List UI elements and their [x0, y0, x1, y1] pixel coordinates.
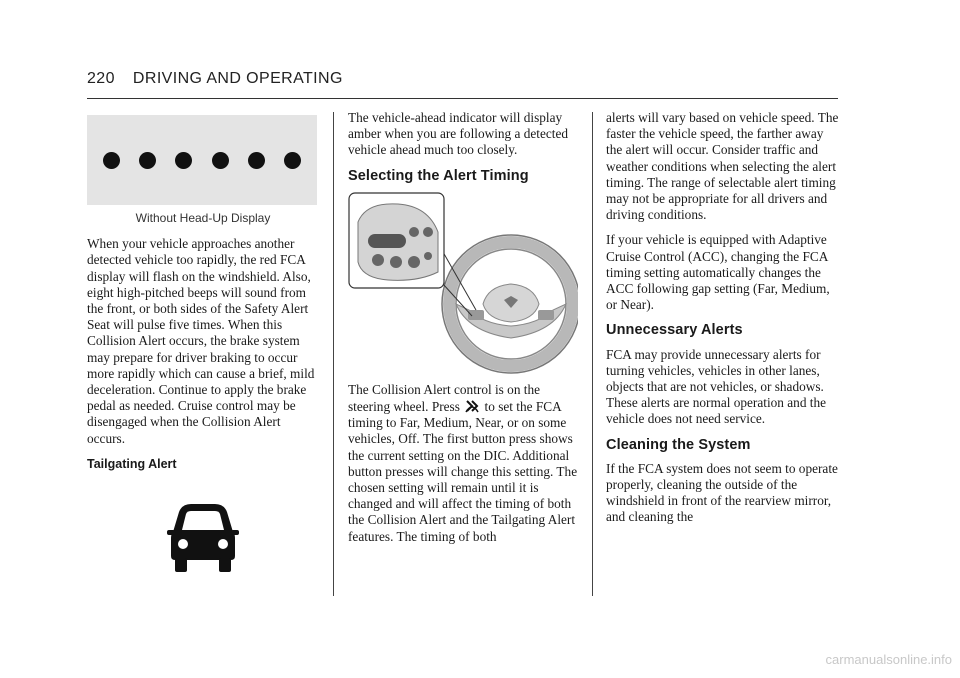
alert-dot-icon: [139, 152, 156, 169]
column-3: [606, 110, 840, 535]
page-header: [87, 70, 838, 88]
page-number: 220: [87, 70, 115, 87]
figure-caption: Without Head-Up Display: [135, 211, 271, 225]
paragraph: The Collision Alert control is on the steering wheel. Press to set the FCA timing to Far, Medium, Near, or on some vehicles, Off. The first button press shows the current setting on the DIC. Additional button presses will change this setting. The chosen setting will remain until it is changed and will affect the timing of both the Collision Alert and the Tailgating Alert features. The timing of both: [348, 381, 578, 544]
paragraph: If the FCA system does not seem to operate properly, cleaning the outside of the windshield in front of the rearview mirror, and cleaning the: [606, 460, 838, 525]
paragraph: alerts will vary based on vehicle speed. The faster the vehicle speed, the farther away the alert will occur. Consider traffic and weather conditions when selecting the alert timing. The range of selectable alert timing may not be appropriate for all drivers and driving conditions.: [606, 110, 839, 223]
paragraph: FCA may provide unnecessary alerts for turning vehicles, vehicles in other lanes, objects that are not vehicles, or shadows. These alerts are normal operation and the vehicle does not need service.: [606, 346, 827, 427]
paragraph: When your vehicle approaches another detected vehicle too rapidly, the red FCA display will flash on the windshield. Also, eight high-pitched beeps will sound from the front, or both sides of the Safety Alert Seat will pulse five times. When this Collision Alert occurs, the brake system may prepare for driver braking to occur more rapidly which can cause a brief, mild deceleration. Continue to apply the brake pedal as needed. Cruise control may be disengaged when the Collision Alert occurs.: [87, 236, 315, 446]
alert-dot-icon: [212, 152, 229, 169]
paragraph: If your vehicle is equipped with Adaptive Cruise Control (ACC), changing the FCA timing setting automatically changes the ACC following gap setting (Far, Medium, or Near).: [606, 232, 830, 313]
heading-unnecessary-alerts: Unnecessary Alerts: [606, 322, 743, 339]
column-1: [87, 110, 319, 582]
alert-dot-icon: [284, 152, 301, 169]
column-divider-2: [592, 112, 593, 596]
alert-dot-icon: [175, 152, 192, 169]
collision-alert-timing-icon: [464, 398, 480, 414]
column-2: [348, 110, 580, 554]
alert-dot-icon: [248, 152, 265, 169]
section-title: DRIVING AND OPERATING: [132, 70, 343, 87]
watermark: carmanualsonline.info: [825, 652, 952, 667]
vehicle-ahead-indicator-figure: [87, 472, 319, 582]
alert-dot-icon: [103, 152, 120, 169]
heading-cleaning-the-system: Cleaning the System: [606, 436, 751, 453]
fca-display-dots-figure: [87, 115, 317, 205]
header-rule: [87, 98, 838, 99]
paragraph: The vehicle-ahead indicator will display amber when you are following a detected vehicle ahead much too closely.: [348, 110, 569, 158]
vehicle-ahead-icon: [87, 472, 319, 582]
subheading-tailgating-alert: Tailgating Alert: [87, 456, 177, 471]
heading-selecting-alert-timing: Selecting the Alert Timing: [348, 167, 529, 184]
steering-wheel-control-figure: [348, 192, 578, 374]
column-divider-1: [333, 112, 334, 596]
